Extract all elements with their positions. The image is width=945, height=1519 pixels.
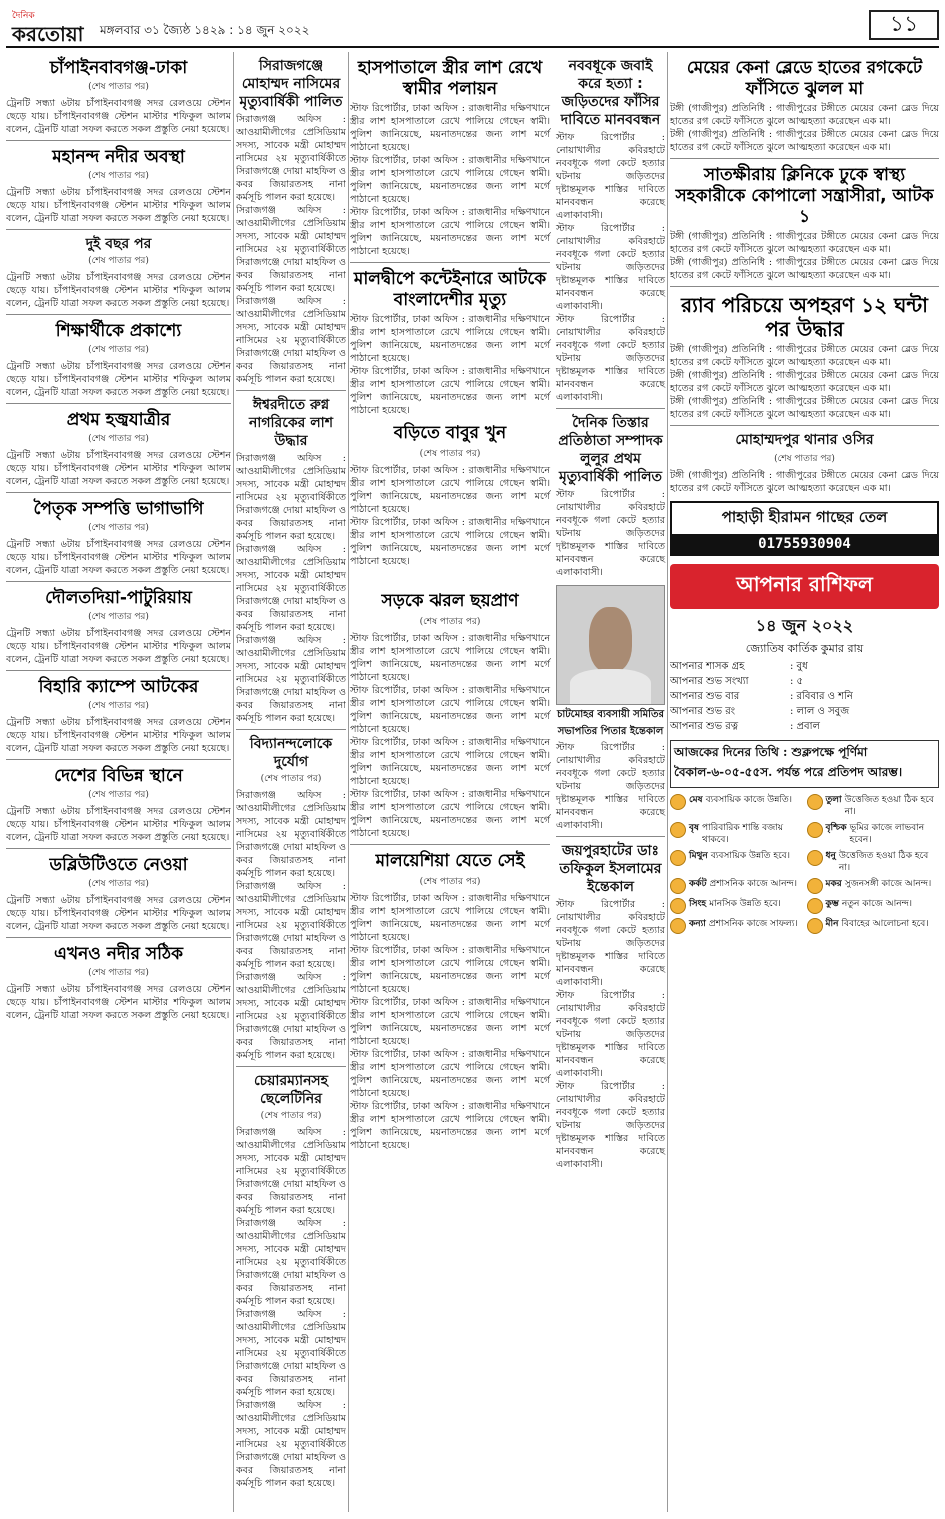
- continued-note: (শেষ পাতার পর): [88, 523, 149, 533]
- article-body: স্টাফ রিপোর্টার : নোয়াখালীর কবিরহাটে নববধূকে গলা কেটে হত্যার ঘটনায় জড়িতদের দৃষ্টান্তমূলক শাস্তির দাবিতে মানববন্ধন করেছে এলাকাবাসী।: [556, 132, 665, 221]
- headline[interactable]: ডব্লিউটিওতে নেওয়া: [49, 855, 188, 875]
- zodiac-sign[interactable]: কুম্ভ নতুন কাজে আনন্দ।: [807, 898, 940, 914]
- continued-note: (শেষ পাতার পর): [774, 454, 835, 464]
- zodiac-icon: [670, 850, 686, 866]
- headline[interactable]: জয়পুরহাটের ডাঃ তফিকুল ইসলামের ইন্তেকাল: [559, 843, 662, 895]
- headline[interactable]: চেয়ারম্যানসহ ছেলেটিনির: [253, 1073, 329, 1107]
- ad-phone[interactable]: 01755930904: [672, 534, 937, 554]
- column-4: [670, 52, 939, 934]
- photo-caption: চাটমোহর ব্যবসায়ী সমিতির সভাপতির পিতার ইন্তেকাল: [556, 709, 665, 737]
- continued-note: (শেষ পাতার পর): [88, 968, 149, 978]
- zodiac-sign[interactable]: মিথুন ব্যবসায়িক উন্নতি হবে।: [670, 850, 803, 874]
- article-body: ট্রেনটি সন্ধ্যা ৬টায় চাঁপাইনবাবগঞ্জ সদর রেলওয়ে স্টেশন ছেড়ে যায়। চাঁপাইনবাবগঞ্জ স্টেশন মাস্টার শফিকুল আলম বলেন, ট্রেনটি যাত্রা সফল করতে সকল প্রস্তুতি নেয়া হয়েছে।: [6, 806, 231, 843]
- article-body: সিরাজগঞ্জ অফিস : আওয়ামীলীগের প্রেসিডিয়াম সদস্য, সাবেক মন্ত্রী মোহাম্মদ নাসিমের ২য় মৃত্যুবার্ষিকীতে সিরাজগঞ্জে দোয়া মাহফিল ও কবর জিয়ারতসহ নানা কর্মসূচি পালন করা হয়েছে।: [236, 1309, 346, 1398]
- zodiac-icon: [670, 918, 686, 934]
- article-body: টঙ্গী (গাজীপুর) প্রতিনিধি : গাজীপুরের টঙ্গীতে মেয়ের কেনা ব্লেড দিয়ে হাতের রগ কেটে ফাঁসিতে ঝুলে আত্মহত্যা করেছেন এক মা।: [670, 370, 939, 394]
- zodiac-icon: [807, 878, 823, 894]
- article-body: স্টাফ রিপোর্টার, ঢাকা অফিস : রাজধানীর দক্ষিণখানে স্ত্রীর লাশ হাসপাতালে রেখে পালিয়ে গেছেন স্বামী। পুলিশ জানিয়েছে, ময়নাতদন্তের জন্য লাশ মর্গে পাঠানো হয়েছে।: [350, 465, 550, 515]
- page-number: ১১: [869, 10, 939, 40]
- article-body: সিরাজগঞ্জ অফিস : আওয়ামীলীগের প্রেসিডিয়াম সদস্য, সাবেক মন্ত্রী মোহাম্মদ নাসিমের ২য় মৃত্যুবার্ষিকীতে সিরাজগঞ্জে দোয়া মাহফিল ও কবর জিয়ারতসহ নানা কর্মসূচি পালন করা হয়েছে।: [236, 1127, 346, 1216]
- continued-note: (শেষ পাতার পর): [88, 82, 149, 92]
- headline[interactable]: মোহাম্মদপুর থানার ওসির: [735, 432, 874, 448]
- continued-note: (শেষ পাতার পর): [88, 701, 149, 711]
- headline[interactable]: দৈনিক তিস্তার প্রতিষ্ঠাতা সম্পাদক লুলুর প্রথম মৃত্যুবার্ষিকী পালিত: [558, 415, 663, 485]
- article-body: ট্রেনটি সন্ধ্যা ৬টায় চাঁপাইনবাবগঞ্জ সদর রেলওয়ে স্টেশন ছেড়ে যায়। চাঁপাইনবাবগঞ্জ স্টেশন মাস্টার শফিকুল আলম বলেন, ট্রেনটি যাত্রা সফল করতে সকল প্রস্তুতি নেয়া হয়েছে।: [6, 361, 231, 398]
- article-body: স্টাফ রিপোর্টার, ঢাকা অফিস : রাজধানীর দক্ষিণখানে স্ত্রীর লাশ হাসপাতালে রেখে পালিয়ে গেছেন স্বামী। পুলিশ জানিয়েছে, ময়নাতদন্তের জন্য লাশ মর্গে পাঠানো হয়েছে।: [350, 314, 550, 364]
- article-body: স্টাফ রিপোর্টার, ঢাকা অফিস : রাজধানীর দক্ষিণখানে স্ত্রীর লাশ হাসপাতালে রেখে পালিয়ে গেছেন স্বামী। পুলিশ জানিয়েছে, ময়নাতদন্তের জন্য লাশ মর্গে পাঠানো হয়েছে।: [350, 945, 550, 995]
- zodiac-sign[interactable]: তুলা উত্তেজিত হওয়া ঠিক হবে না।: [807, 794, 940, 818]
- zodiac-icon: [807, 822, 823, 838]
- article-body: টঙ্গী (গাজীপুর) প্রতিনিধি : গাজীপুরের টঙ্গীতে মেয়ের কেনা ব্লেড দিয়ে হাতের রগ কেটে ফাঁসিতে ঝুলে আত্মহত্যা করেছেন এক মা।: [670, 257, 939, 281]
- article-body: সিরাজগঞ্জ অফিস : আওয়ামীলীগের প্রেসিডিয়াম সদস্য, সাবেক মন্ত্রী মোহাম্মদ নাসিমের ২য় মৃত্যুবার্ষিকীতে সিরাজগঞ্জে দোয়া মাহফিল ও কবর জিয়ারতসহ নানা কর্মসূচি পালন করা হয়েছে।: [236, 453, 346, 542]
- zodiac-icon: [807, 918, 823, 934]
- article-body: ট্রেনটি সন্ধ্যা ৬টায় চাঁপাইনবাবগঞ্জ সদর রেলওয়ে স্টেশন ছেড়ে যায়। চাঁপাইনবাবগঞ্জ স্টেশন মাস্টার শফিকুল আলম বলেন, ট্রেনটি যাত্রা সফল করতে সকল প্রস্তুতি নেয়া হয়েছে।: [6, 98, 231, 135]
- article-body: স্টাফ রিপোর্টার, ঢাকা অফিস : রাজধানীর দক্ষিণখানে স্ত্রীর লাশ হাসপাতালে রেখে পালিয়ে গেছেন স্বামী। পুলিশ জানিয়েছে, ময়নাতদন্তের জন্য লাশ মর্গে পাঠানো হয়েছে।: [350, 633, 550, 683]
- oil-advertisement[interactable]: [670, 501, 939, 556]
- column-2: [236, 52, 346, 1512]
- headline[interactable]: র‌্যাব পরিচয়ে অপহরণ ১২ ঘন্টা পর উদ্ধার: [681, 293, 928, 341]
- headline[interactable]: বড়িতে বাবুর খুন: [393, 423, 507, 443]
- headline[interactable]: মালদ্বীপে কন্টেইনারে আটকে বাংলাদেশীর মৃত্যু: [353, 269, 547, 310]
- logo-text: করতোয়া: [12, 22, 84, 46]
- article-body: স্টাফ রিপোর্টার, ঢাকা অফিস : রাজধানীর দক্ষিণখানে স্ত্রীর লাশ হাসপাতালে রেখে পালিয়ে গেছেন স্বামী। পুলিশ জানিয়েছে, ময়নাতদন্তের জন্য লাশ মর্গে পাঠানো হয়েছে।: [350, 1101, 550, 1151]
- article-body: স্টাফ রিপোর্টার : নোয়াখালীর কবিরহাটে নববধূকে গলা কেটে হত্যার ঘটনায় জড়িতদের দৃষ্টান্তমূলক শাস্তির দাবিতে মানববন্ধন করেছে এলাকাবাসী।: [556, 899, 665, 988]
- article-body: সিরাজগঞ্জ অফিস : আওয়ামীলীগের প্রেসিডিয়াম সদস্য, সাবেক মন্ত্রী মোহাম্মদ নাসিমের ২য় মৃত্যুবার্ষিকীতে সিরাজগঞ্জে দোয়া মাহফিল ও কবর জিয়ারতসহ নানা কর্মসূচি পালন করা হয়েছে।: [236, 1400, 346, 1489]
- headline[interactable]: এখনও নদীর সঠিক: [54, 944, 183, 964]
- zodiac-sign[interactable]: কন্যা প্রশাসনিক কাজে সাফল্য।: [670, 918, 803, 934]
- continued-note: (শেষ পাতার পর): [88, 790, 149, 800]
- article-body: সিরাজগঞ্জ অফিস : আওয়ামীলীগের প্রেসিডিয়াম সদস্য, সাবেক মন্ত্রী মোহাম্মদ নাসিমের ২য় মৃত্যুবার্ষিকীতে সিরাজগঞ্জে দোয়া মাহফিল ও কবর জিয়ারতসহ নানা কর্মসূচি পালন করা হয়েছে।: [236, 544, 346, 633]
- issue-date: মঙ্গলবার ৩১ জ্যৈষ্ঠ ১৪২৯ : ১৪ জুন ২০২২: [100, 23, 310, 37]
- article-body: স্টাফ রিপোর্টার : নোয়াখালীর কবিরহাটে নববধূকে গলা কেটে হত্যার ঘটনায় জড়িতদের দৃষ্টান্তমূলক শাস্তির দাবিতে মানববন্ধন করেছে এলাকাবাসী।: [556, 1081, 665, 1170]
- headline[interactable]: নববধূকে জবাই করে হত্যা : জড়িতদের ফাঁসির দাবিতে মানববন্ধন: [560, 58, 661, 128]
- logo-small-text: দৈনিক: [12, 11, 35, 21]
- headline[interactable]: সড়কে ঝরল ছয়প্রাণ: [381, 591, 519, 611]
- column-divider: [667, 52, 668, 1512]
- article-body: টঙ্গী (গাজীপুর) প্রতিনিধি : গাজীপুরের টঙ্গীতে মেয়ের কেনা ব্লেড দিয়ে হাতের রগ কেটে ফাঁসিতে ঝুলে আত্মহত্যা করেছেন এক মা।: [670, 129, 939, 153]
- article-body: স্টাফ রিপোর্টার, ঢাকা অফিস : রাজধানীর দক্ষিণখানে স্ত্রীর লাশ হাসপাতালে রেখে পালিয়ে গেছেন স্বামী। পুলিশ জানিয়েছে, ময়নাতদন্তের জন্য লাশ মর্গে পাঠানো হয়েছে।: [350, 1049, 550, 1099]
- article-body: স্টাফ রিপোর্টার, ঢাকা অফিস : রাজধানীর দক্ষিণখানে স্ত্রীর লাশ হাসপাতালে রেখে পালিয়ে গেছেন স্বামী। পুলিশ জানিয়েছে, ময়নাতদন্তের জন্য লাশ মর্গে পাঠানো হয়েছে।: [350, 103, 550, 153]
- headline[interactable]: দেশের বিভিন্ন স্থানে: [54, 766, 183, 786]
- column-1: [6, 52, 231, 1512]
- continued-note: (শেষ পাতার পর): [88, 612, 149, 622]
- zodiac-sign[interactable]: বৃশ্চিক ভূমির কাজে লাভবান হবেন।: [807, 822, 940, 846]
- article-body: সিরাজগঞ্জ অফিস : আওয়ামীলীগের প্রেসিডিয়াম সদস্য, সাবেক মন্ত্রী মোহাম্মদ নাসিমের ২য় মৃত্যুবার্ষিকীতে সিরাজগঞ্জে দোয়া মাহফিল ও কবর জিয়ারতসহ নানা কর্মসূচি পালন করা হয়েছে।: [236, 972, 346, 1061]
- article-body: স্টাফ রিপোর্টার, ঢাকা অফিস : রাজধানীর দক্ষিণখানে স্ত্রীর লাশ হাসপাতালে রেখে পালিয়ে গেছেন স্বামী। পুলিশ জানিয়েছে, ময়নাতদন্তের জন্য লাশ মর্গে পাঠানো হয়েছে।: [350, 789, 550, 839]
- headline[interactable]: সিরাজগঞ্জে মোহাম্মদ নাসিমের মৃত্যুবার্ষিকী পালিত: [239, 58, 343, 110]
- article-body: ট্রেনটি সন্ধ্যা ৬টায় চাঁপাইনবাবগঞ্জ সদর রেলওয়ে স্টেশন ছেড়ে যায়। চাঁপাইনবাবগঞ্জ স্টেশন মাস্টার শফিকুল আলম বলেন, ট্রেনটি যাত্রা সফল করতে সকল প্রস্তুতি নেয়া হয়েছে।: [6, 895, 231, 932]
- article-body: স্টাফ রিপোর্টার : নোয়াখালীর কবিরহাটে নববধূকে গলা কেটে হত্যার ঘটনায় জড়িতদের দৃষ্টান্তমূলক শাস্তির দাবিতে মানববন্ধন করেছে এলাকাবাসী।: [556, 223, 665, 312]
- article-body: সিরাজগঞ্জ অফিস : আওয়ামীলীগের প্রেসিডিয়াম সদস্য, সাবেক মন্ত্রী মোহাম্মদ নাসিমের ২য় মৃত্যুবার্ষিকীতে সিরাজগঞ্জে দোয়া মাহফিল ও কবর জিয়ারতসহ নানা কর্মসূচি পালন করা হয়েছে।: [236, 114, 346, 203]
- newspaper-logo[interactable]: [12, 8, 92, 46]
- zodiac-sign[interactable]: কর্কট প্রশাসনিক কাজে আনন্দ।: [670, 878, 803, 894]
- zodiac-sign[interactable]: বৃষ পারিবারিক শান্তি বজায় থাকবে।: [670, 822, 803, 846]
- headline[interactable]: বিহারি ক্যাম্পে আটকের: [38, 677, 199, 697]
- fact-row: আপনার শুভ রং : লাল ও সবুজ: [670, 706, 850, 717]
- zodiac-icon: [670, 822, 686, 838]
- zodiac-sign[interactable]: ধনু উত্তেজিত হওয়া ঠিক হবে না।: [807, 850, 940, 874]
- horoscope-date: ১৪ জুন ২০২২: [755, 616, 854, 635]
- article-body: সিরাজগঞ্জ অফিস : আওয়ামীলীগের প্রেসিডিয়াম সদস্য, সাবেক মন্ত্রী মোহাম্মদ নাসিমের ২য় মৃত্যুবার্ষিকীতে সিরাজগঞ্জে দোয়া মাহফিল ও কবর জিয়ারতসহ নানা কর্মসূচি পালন করা হয়েছে।: [236, 881, 346, 970]
- continued-note: (শেষ পাতার পর): [88, 345, 149, 355]
- continued-note: (শেষ পাতার পর): [260, 774, 322, 784]
- article-body: টঙ্গী (গাজীপুর) প্রতিনিধি : গাজীপুরের টঙ্গীতে মেয়ের কেনা ব্লেড দিয়ে হাতের রগ কেটে ফাঁসিতে ঝুলে আত্মহত্যা করেছেন এক মা।: [670, 103, 939, 127]
- article-body: ট্রেনটি সন্ধ্যা ৬টায় চাঁপাইনবাবগঞ্জ সদর রেলওয়ে স্টেশন ছেড়ে যায়। চাঁপাইনবাবগঞ্জ স্টেশন মাস্টার শফিকুল আলম বলেন, ট্রেনটি যাত্রা সফল করতে সকল প্রস্তুতি নেয়া হয়েছে।: [6, 717, 231, 754]
- article-body: স্টাফ রিপোর্টার, ঢাকা অফিস : রাজধানীর দক্ষিণখানে স্ত্রীর লাশ হাসপাতালে রেখে পালিয়ে গেছেন স্বামী। পুলিশ জানিয়েছে, ময়নাতদন্তের জন্য লাশ মর্গে পাঠানো হয়েছে।: [350, 685, 550, 735]
- article-body: স্টাফ রিপোর্টার : নোয়াখালীর কবিরহাটে নববধূকে গলা কেটে হত্যার ঘটনায় জড়িতদের দৃষ্টান্তমূলক শাস্তির দাবিতে মানববন্ধন করেছে এলাকাবাসী।: [556, 990, 665, 1079]
- article-body: সিরাজগঞ্জ অফিস : আওয়ামীলীগের প্রেসিডিয়াম সদস্য, সাবেক মন্ত্রী মোহাম্মদ নাসিমের ২য় মৃত্যুবার্ষিকীতে সিরাজগঞ্জে দোয়া মাহফিল ও কবর জিয়ারতসহ নানা কর্মসূচি পালন করা হয়েছে।: [236, 1218, 346, 1307]
- continued-note: (শেষ পাতার পর): [260, 1111, 322, 1121]
- article-body: ট্রেনটি সন্ধ্যা ৬টায় চাঁপাইনবাবগঞ্জ সদর রেলওয়ে স্টেশন ছেড়ে যায়। চাঁপাইনবাবগঞ্জ স্টেশন মাস্টার শফিকুল আলম বলেন, ট্রেনটি যাত্রা সফল করতে সকল প্রস্তুতি নেয়া হয়েছে।: [6, 984, 231, 1021]
- headline[interactable]: মহানন্দ নদীর অবস্থা: [52, 147, 185, 167]
- continued-note: (শেষ পাতার পর): [88, 171, 149, 181]
- article-body: ট্রেনটি সন্ধ্যা ৬টায় চাঁপাইনবাবগঞ্জ সদর রেলওয়ে স্টেশন ছেড়ে যায়। চাঁপাইনবাবগঞ্জ স্টেশন মাস্টার শফিকুল আলম বলেন, ট্রেনটি যাত্রা সফল করতে সকল প্রস্তুতি নেয়া হয়েছে।: [6, 450, 231, 487]
- horoscope-author: জ্যোতিষ কার্তিক কুমার রায়: [745, 642, 864, 655]
- continued-note: (শেষ পাতার পর): [88, 879, 149, 889]
- article-body: টঙ্গী (গাজীপুর) প্রতিনিধি : গাজীপুরের টঙ্গীতে মেয়ের কেনা ব্লেড দিয়ে হাতের রগ কেটে ফাঁসিতে ঝুলে আত্মহত্যা করেছেন এক মা।: [670, 344, 939, 368]
- article-body: সিরাজগঞ্জ অফিস : আওয়ামীলীগের প্রেসিডিয়াম সদস্য, সাবেক মন্ত্রী মোহাম্মদ নাসিমের ২য় মৃত্যুবার্ষিকীতে সিরাজগঞ্জে দোয়া মাহফিল ও কবর জিয়ারতসহ নানা কর্মসূচি পালন করা হয়েছে।: [236, 635, 346, 724]
- article-body: ট্রেনটি সন্ধ্যা ৬টায় চাঁপাইনবাবগঞ্জ সদর রেলওয়ে স্টেশন ছেড়ে যায়। চাঁপাইনবাবগঞ্জ স্টেশন মাস্টার শফিকুল আলম বলেন, ট্রেনটি যাত্রা সফল করতে সকল প্রস্তুতি নেয়া হয়েছে।: [6, 187, 231, 224]
- headline[interactable]: প্রথম হজ্বযাত্রীর: [66, 410, 171, 430]
- column-divider: [233, 52, 234, 1512]
- zodiac-sign[interactable]: মীন বিবাহের আলোচনা হবে।: [807, 918, 940, 934]
- article-body: সিরাজগঞ্জ অফিস : আওয়ামীলীগের প্রেসিডিয়াম সদস্য, সাবেক মন্ত্রী মোহাম্মদ নাসিমের ২য় মৃত্যুবার্ষিকীতে সিরাজগঞ্জে দোয়া মাহফিল ও কবর জিয়ারতসহ নানা কর্মসূচি পালন করা হয়েছে।: [236, 205, 346, 294]
- fact-row: আপনার শুভ সংখ্যা : ৫: [670, 676, 804, 687]
- portrait-photo: [556, 585, 665, 705]
- continued-note: (শেষ পাতার পর): [419, 617, 481, 627]
- article-body: স্টাফ রিপোর্টার : নোয়াখালীর কবিরহাটে নববধূকে গলা কেটে হত্যার ঘটনায় জড়িতদের দৃষ্টান্তমূলক শাস্তির দাবিতে মানববন্ধন করেছে এলাকাবাসী।: [556, 742, 665, 831]
- zodiac-sign[interactable]: সিংহ মানসিক উন্নতি হবে।: [670, 898, 803, 914]
- article-body: টঙ্গী (গাজীপুর) প্রতিনিধি : গাজীপুরের টঙ্গীতে মেয়ের কেনা ব্লেড দিয়ে হাতের রগ কেটে ফাঁসিতে ঝুলে আত্মহত্যা করেছেন এক মা।: [670, 396, 939, 420]
- article-body: স্টাফ রিপোর্টার : নোয়াখালীর কবিরহাটে নববধূকে গলা কেটে হত্যার ঘটনায় জড়িতদের দৃষ্টান্তমূলক শাস্তির দাবিতে মানববন্ধন করেছে এলাকাবাসী।: [556, 314, 665, 403]
- zodiac-grid: [670, 794, 939, 934]
- article-body: স্টাফ রিপোর্টার, ঢাকা অফিস : রাজধানীর দক্ষিণখানে স্ত্রীর লাশ হাসপাতালে রেখে পালিয়ে গেছেন স্বামী। পুলিশ জানিয়েছে, ময়নাতদন্তের জন্য লাশ মর্গে পাঠানো হয়েছে।: [350, 207, 550, 257]
- article-body: টঙ্গী (গাজীপুর) প্রতিনিধি : গাজীপুরের টঙ্গীতে মেয়ের কেনা ব্লেড দিয়ে হাতের রগ কেটে ফাঁসিতে ঝুলে আত্মহত্যা করেছেন এক মা।: [670, 470, 939, 494]
- headline[interactable]: বিদ্যানন্দলোকে দুর্যোগ: [249, 736, 333, 770]
- continued-note: (শেষ পাতার পর): [419, 449, 481, 459]
- zodiac-icon: [670, 878, 686, 894]
- article-body: ট্রেনটি সন্ধ্যা ৬টায় চাঁপাইনবাবগঞ্জ সদর রেলওয়ে স্টেশন ছেড়ে যায়। চাঁপাইনবাবগঞ্জ স্টেশন মাস্টার শফিকুল আলম বলেন, ট্রেনটি যাত্রা সফল করতে সকল প্রস্তুতি নেয়া হয়েছে।: [6, 628, 231, 665]
- zodiac-sign[interactable]: মকর সুজনসঙ্গী কাজে আনন্দ।: [807, 878, 940, 894]
- headline[interactable]: হাসপাতালে স্ত্রীর লাশ রেখে স্বামীর পলায়ন: [357, 58, 543, 99]
- article-body: স্টাফ রিপোর্টার, ঢাকা অফিস : রাজধানীর দক্ষিণখানে স্ত্রীর লাশ হাসপাতালে রেখে পালিয়ে গেছেন স্বামী। পুলিশ জানিয়েছে, ময়নাতদন্তের জন্য লাশ মর্গে পাঠানো হয়েছে।: [350, 517, 550, 567]
- horoscope-header: আপনার রাশিফল: [670, 564, 939, 609]
- headline[interactable]: চাঁপাইনবাবগঞ্জ-ঢাকা: [49, 58, 188, 78]
- continued-note: (শেষ পাতার পর): [419, 877, 481, 887]
- zodiac-icon: [807, 794, 823, 810]
- article-body: ট্রেনটি সন্ধ্যা ৬টায় চাঁপাইনবাবগঞ্জ সদর রেলওয়ে স্টেশন ছেড়ে যায়। চাঁপাইনবাবগঞ্জ স্টেশন মাস্টার শফিকুল আলম বলেন, ট্রেনটি যাত্রা সফল করতে সকল প্রস্তুতি নেয়া হয়েছে।: [6, 272, 231, 309]
- zodiac-icon: [670, 794, 686, 810]
- headline[interactable]: শিক্ষার্থীকে প্রকাশ্যে: [55, 321, 182, 341]
- continued-note: (শেষ পাতার পর): [88, 256, 149, 266]
- article-body: স্টাফ রিপোর্টার, ঢাকা অফিস : রাজধানীর দক্ষিণখানে স্ত্রীর লাশ হাসপাতালে রেখে পালিয়ে গেছেন স্বামী। পুলিশ জানিয়েছে, ময়নাতদন্তের জন্য লাশ মর্গে পাঠানো হয়েছে।: [350, 366, 550, 416]
- headline[interactable]: মেয়ের কেনা ব্লেডে হাতের রগকেটে ফাঁসিতে ঝুলল মা: [686, 58, 923, 99]
- article-body: সিরাজগঞ্জ অফিস : আওয়ামীলীগের প্রেসিডিয়াম সদস্য, সাবেক মন্ত্রী মোহাম্মদ নাসিমের ২য় মৃত্যুবার্ষিকীতে সিরাজগঞ্জে দোয়া মাহফিল ও কবর জিয়ারতসহ নানা কর্মসূচি পালন করা হয়েছে।: [236, 790, 346, 879]
- zodiac-sign[interactable]: মেষ ব্যবসায়িক কাজে উন্নতি।: [670, 794, 803, 818]
- zodiac-icon: [807, 850, 823, 866]
- article-body: ট্রেনটি সন্ধ্যা ৬টায় চাঁপাইনবাবগঞ্জ সদর রেলওয়ে স্টেশন ছেড়ে যায়। চাঁপাইনবাবগঞ্জ স্টেশন মাস্টার শফিকুল আলম বলেন, ট্রেনটি যাত্রা সফল করতে সকল প্রস্তুতি নেয়া হয়েছে।: [6, 539, 231, 576]
- fact-row: আপনার শুভ বার : রবিবার ও শনি: [670, 691, 853, 702]
- article-body: স্টাফ রিপোর্টার, ঢাকা অফিস : রাজধানীর দক্ষিণখানে স্ত্রীর লাশ হাসপাতালে রেখে পালিয়ে গেছেন স্বামী। পুলিশ জানিয়েছে, ময়নাতদন্তের জন্য লাশ মর্গে পাঠানো হয়েছে।: [350, 737, 550, 787]
- column-divider: [348, 52, 349, 1512]
- continued-note: (শেষ পাতার পর): [88, 434, 149, 444]
- middle-section: [350, 52, 665, 1171]
- headline[interactable]: পৈতৃক সম্পত্তি ভাগাভাগি: [33, 499, 204, 519]
- article-body: স্টাফ রিপোর্টার : নোয়াখালীর কবিরহাটে নববধূকে গলা কেটে হত্যার ঘটনায় জড়িতদের দৃষ্টান্তমূলক শাস্তির দাবিতে মানববন্ধন করেছে এলাকাবাসী।: [556, 489, 665, 578]
- headline[interactable]: ঈশ্বরদীতে রুগ্ন নাগরিকের লাশ উদ্ধার: [248, 397, 334, 449]
- zodiac-icon: [670, 898, 686, 914]
- day-tithi: আজকের দিনের তিথি : শুক্লপক্ষে পূর্ণিমা বৈকাল-৬-০৫-৫৫স. পর্যন্ত পরে প্রতিপদ আরম্ভ।: [670, 740, 939, 788]
- article-body: স্টাফ রিপোর্টার, ঢাকা অফিস : রাজধানীর দক্ষিণখানে স্ত্রীর লাশ হাসপাতালে রেখে পালিয়ে গেছেন স্বামী। পুলিশ জানিয়েছে, ময়নাতদন্তের জন্য লাশ মর্গে পাঠানো হয়েছে।: [350, 893, 550, 943]
- article-body: স্টাফ রিপোর্টার, ঢাকা অফিস : রাজধানীর দক্ষিণখানে স্ত্রীর লাশ হাসপাতালে রেখে পালিয়ে গেছেন স্বামী। পুলিশ জানিয়েছে, ময়নাতদন্তের জন্য লাশ মর্গে পাঠানো হয়েছে।: [350, 155, 550, 205]
- ad-title: পাহাড়ী হীরামন গাছের তেল: [672, 503, 937, 534]
- zodiac-icon: [807, 898, 823, 914]
- fact-row: আপনার শুভ রত্ন : প্রবাল: [670, 721, 820, 732]
- headline[interactable]: দুই বছর পর: [85, 236, 152, 252]
- fact-row: আপনার শাসক গ্রহ : বুধ: [670, 661, 808, 672]
- article-body: টঙ্গী (গাজীপুর) প্রতিনিধি : গাজীপুরের টঙ্গীতে মেয়ের কেনা ব্লেড দিয়ে হাতের রগ কেটে ফাঁসিতে ঝুলে আত্মহত্যা করেছেন এক মা।: [670, 231, 939, 255]
- headline[interactable]: মালয়েশিয়া যেতে সেই: [375, 851, 525, 871]
- horoscope-facts: [670, 659, 939, 734]
- headline[interactable]: সাতক্ষীরায় ক্লিনিকে ঢুকে স্বাস্থ্য সহকারীকে কোপালো সন্ত্রাসীরা, আটক ১: [675, 165, 934, 227]
- headline[interactable]: দৌলতদিয়া-পাটুরিয়ায়: [45, 588, 192, 608]
- masthead-rule: [6, 46, 939, 48]
- article-body: স্টাফ রিপোর্টার, ঢাকা অফিস : রাজধানীর দক্ষিণখানে স্ত্রীর লাশ হাসপাতালে রেখে পালিয়ে গেছেন স্বামী। পুলিশ জানিয়েছে, ময়নাতদন্তের জন্য লাশ মর্গে পাঠানো হয়েছে।: [350, 997, 550, 1047]
- article-body: সিরাজগঞ্জ অফিস : আওয়ামীলীগের প্রেসিডিয়াম সদস্য, সাবেক মন্ত্রী মোহাম্মদ নাসিমের ২য় মৃত্যুবার্ষিকীতে সিরাজগঞ্জে দোয়া মাহফিল ও কবর জিয়ারতসহ নানা কর্মসূচি পালন করা হয়েছে।: [236, 296, 346, 385]
